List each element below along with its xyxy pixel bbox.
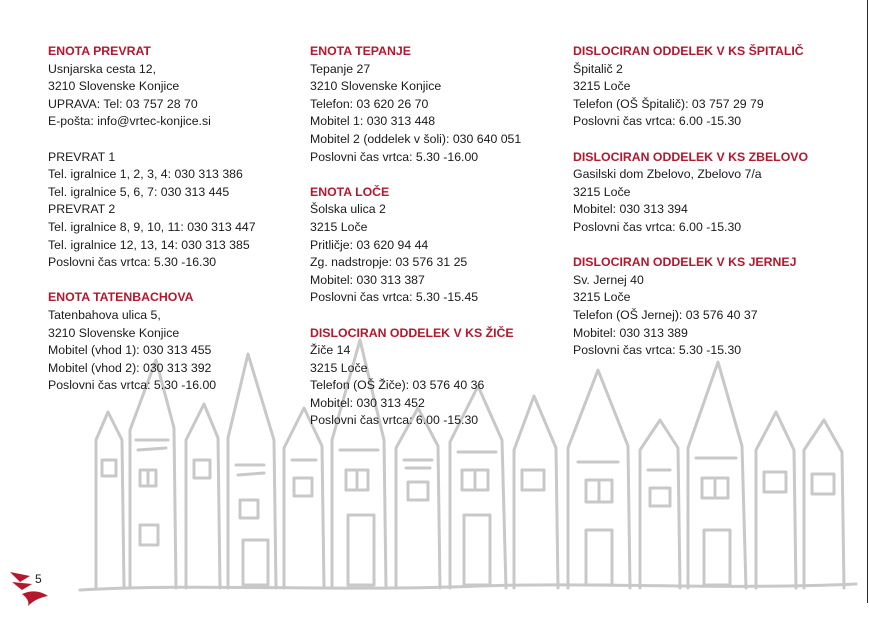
column-right bbox=[573, 43, 863, 377]
hours-line: Poslovni čas vrtca: 6.00 -15.30 bbox=[310, 413, 479, 428]
phone-line: Telefon (OŠ Jernej): 03 576 40 37 bbox=[573, 307, 758, 322]
section-title: ENOTA LOČE bbox=[310, 184, 390, 199]
section-title: ENOTA PREVRAT bbox=[48, 44, 151, 58]
address-line: Žiče 14 bbox=[310, 343, 351, 358]
phone-line: Telefon (OŠ Žiče): 03 576 40 36 bbox=[310, 378, 485, 393]
postal-line: 3215 Loče bbox=[573, 79, 631, 94]
phone-line: Tel. igralnice 1, 2, 3, 4: 030 313 386 bbox=[48, 167, 243, 182]
phone-line: Mobitel 2 (oddelek v šoli): 030 640 051 bbox=[310, 131, 522, 146]
phone-line: Zg. nadstropje: 03 576 31 25 bbox=[310, 255, 468, 270]
postal-line: 3215 Loče bbox=[573, 184, 631, 199]
address-line: Špitalič 2 bbox=[573, 61, 623, 76]
phone-line: Tel. igralnice 5, 6, 7: 030 313 445 bbox=[48, 184, 230, 199]
section-title: ENOTA TEPANJE bbox=[310, 44, 411, 58]
phone-line: UPRAVA: Tel: 03 757 28 70 bbox=[48, 96, 198, 111]
red-feather-logo-icon bbox=[8, 568, 50, 612]
section-title: DISLOCIRAN ODDELEK V KS ŠPITALIČ bbox=[573, 44, 804, 58]
phone-line: Tel. igralnice 12, 13, 14: 030 313 385 bbox=[48, 237, 250, 252]
hours-line: Poslovni čas vrtca: 5.30 -16.30 bbox=[48, 255, 217, 270]
section-title: DISLOCIRAN ODDELEK V KS JERNEJ bbox=[573, 255, 797, 270]
column-left bbox=[48, 43, 298, 412]
hours-line: Poslovni čas vrtca: 5.30 -16.00 bbox=[310, 149, 479, 164]
address-line: Tepanje 27 bbox=[310, 61, 371, 76]
email-line: E-pošta: info@vrtec-konjice.si bbox=[48, 114, 211, 129]
phone-line: Telefon: 03 620 26 70 bbox=[310, 96, 429, 111]
hours-line: Poslovni čas vrtca: 6.00 -15.30 bbox=[573, 219, 742, 234]
postal-line: 3210 Slovenske Konjice bbox=[48, 325, 180, 340]
phone-line: Mobitel: 030 313 387 bbox=[310, 272, 425, 287]
section-ks-spitalic bbox=[573, 43, 863, 131]
section-ks-jernej bbox=[573, 254, 863, 360]
section-title: DISLOCIRAN ODDELEK V KS ŽIČE bbox=[310, 325, 514, 340]
phone-line: Mobitel: 030 313 452 bbox=[310, 395, 425, 410]
address-line: Tatenbahova ulica 5, bbox=[48, 307, 161, 322]
hours-line: Poslovni čas vrtca: 5.30 -16.00 bbox=[48, 378, 217, 393]
address-line: Šolska ulica 2 bbox=[310, 202, 386, 217]
page-edge-line bbox=[867, 0, 868, 603]
hours-line: Poslovni čas vrtca: 6.00 -15.30 bbox=[573, 114, 742, 129]
postal-line: 3210 Slovenske Konjice bbox=[48, 79, 180, 94]
subunit-label: PREVRAT 1 bbox=[48, 149, 116, 164]
phone-line: Mobitel: 030 313 394 bbox=[573, 202, 688, 217]
section-title: ENOTA TATENBACHOVA bbox=[48, 290, 194, 305]
section-title: DISLOCIRAN ODDELEK V KS ZBELOVO bbox=[573, 149, 809, 164]
hours-line: Poslovni čas vrtca: 5.30 -15.30 bbox=[573, 343, 742, 358]
phone-line: Telefon (OŠ Špitalič): 03 757 29 79 bbox=[573, 96, 764, 111]
postal-line: 3215 Loče bbox=[310, 219, 368, 234]
hours-line: Poslovni čas vrtca: 5.30 -15.45 bbox=[310, 290, 479, 305]
section-enota-tatenbachova bbox=[48, 289, 298, 395]
phone-line: Pritličje: 03 620 94 44 bbox=[310, 237, 429, 252]
section-ks-zice bbox=[310, 325, 565, 431]
phone-line: Mobitel (vhod 2): 030 313 392 bbox=[48, 360, 212, 375]
address-line: Usnjarska cesta 12, bbox=[48, 61, 156, 76]
phone-line: Tel. igralnice 8, 9, 10, 11: 030 313 447 bbox=[48, 219, 256, 234]
subunit-label: PREVRAT 2 bbox=[48, 202, 116, 217]
column-middle bbox=[310, 43, 565, 448]
phone-line: Mobitel: 030 313 389 bbox=[573, 325, 688, 340]
address-line: Sv. Jernej 40 bbox=[573, 272, 644, 287]
section-enota-prevrat bbox=[48, 43, 298, 272]
section-enota-loce bbox=[310, 184, 565, 307]
phone-line: Mobitel (vhod 1): 030 313 455 bbox=[48, 343, 212, 358]
postal-line: 3215 Loče bbox=[573, 290, 631, 305]
postal-line: 3210 Slovenske Konjice bbox=[310, 79, 442, 94]
postal-line: 3215 Loče bbox=[310, 360, 368, 375]
section-ks-zbelovo bbox=[573, 149, 863, 237]
page-number: 5 bbox=[35, 572, 42, 586]
address-line: Gasilski dom Zbelovo, Zbelovo 7/a bbox=[573, 167, 762, 182]
section-enota-tepanje bbox=[310, 43, 565, 166]
phone-line: Mobitel 1: 030 313 448 bbox=[310, 114, 436, 129]
